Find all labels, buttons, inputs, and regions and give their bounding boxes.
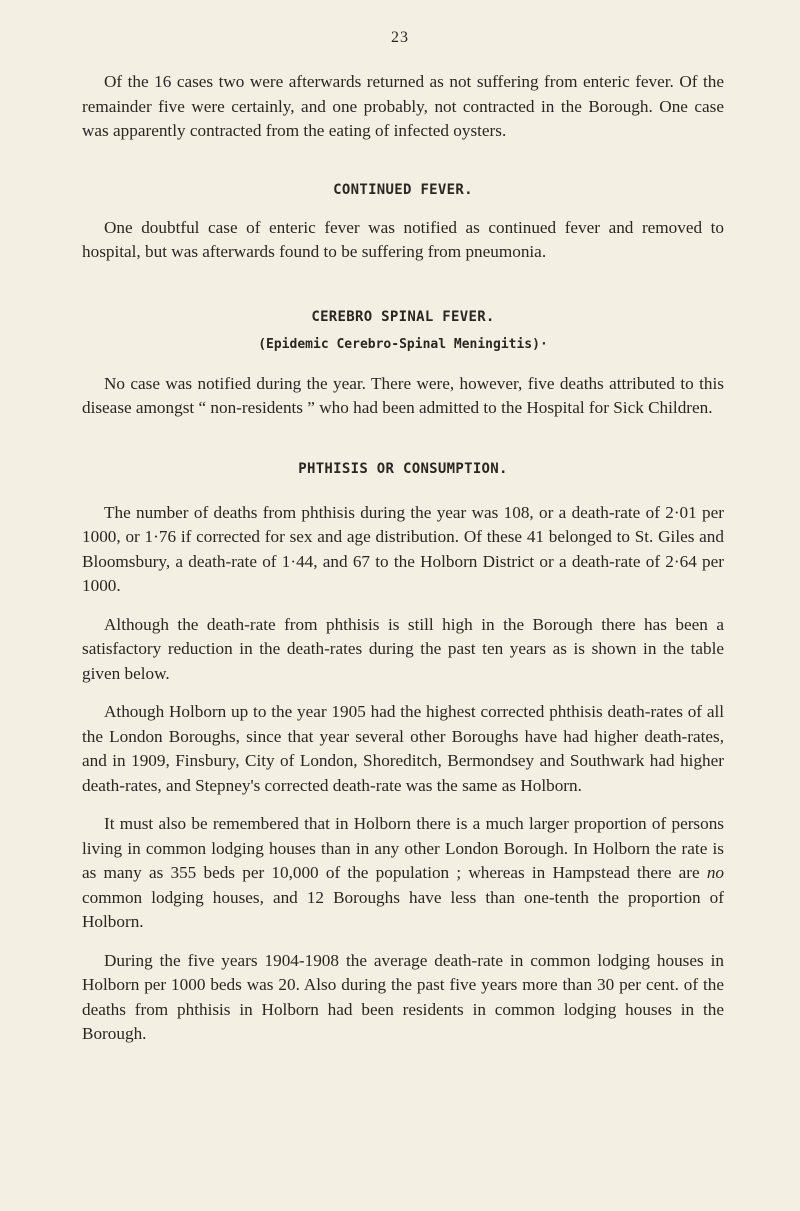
continued-fever-heading: CONTINUED FEVER.	[333, 181, 473, 198]
phthisis-paragraph-4-part-2: common lodging houses, and 12 Boroughs have less than one-tenth the proportion of Holborn.	[82, 887, 724, 931]
phthisis-paragraph-4	[82, 812, 724, 935]
cerebro-spinal-subheading: (Epidemic Cerebro-Spinal Meningitis)·	[258, 336, 548, 352]
phthisis-paragraph-5: During the five years 1904-1908 the average death-rate in common lodging houses in Holborn per 1000 beds was 20. Also during the past five years more than 30 per cent. of the deaths from phthisis in Holborn had been residents in common lodging houses in the Borough.	[82, 950, 724, 1043]
page-content	[82, 70, 724, 1047]
phthisis-heading: PHTHISIS OR CONSUMPTION.	[298, 460, 508, 477]
cerebro-spinal-paragraph: No case was notified during the year. There were, however, five deaths attributed to this disease amongst “ non-residents ” who had been admitted to the Hospital for Sick Children.	[82, 373, 724, 417]
phthisis-paragraph-3: Athough Holborn up to the year 1905 had the highest corrected phthisis death-rates of all the London Boroughs, since that year several other Boroughs have had higher death-rates, and in 1909, Finsbury, City of London, Shoreditch, Bermondsey and Southwark had higher death-rates, and Stepney's corrected death-rate was the same as Holborn.	[82, 702, 724, 795]
continued-fever-paragraph: One doubtful case of enteric fever was notified as continued fever and removed to hospital, but was afterwards found to be suffering from pneumonia.	[82, 217, 724, 261]
intro-paragraph: Of the 16 cases two were afterwards returned as not suffering from enteric fever. Of the remainder five were certainly, and one probably, not contracted in the Borough. One case was apparently contracted from the eating of infected oysters.	[82, 72, 724, 140]
page-number: 23	[391, 29, 409, 46]
phthisis-paragraph-2: Although the death-rate from phthisis is still high in the Borough there has been a satisfactory reduction in the death-rates during the past ten years as is shown in the table given below.	[82, 614, 724, 683]
cerebro-spinal-heading: CEREBRO SPINAL FEVER.	[311, 308, 495, 325]
phthisis-paragraph-1: The number of deaths from phthisis during the year was 108, or a death-rate of 2·01 per 1000, or 1·76 if corrected for sex and age distribution. Of these 41 belonged to St. Giles and Bloomsbury, a death-rate of 1·44, and 67 to the Holborn District or a death-rate of 2·64 per 1000.	[82, 502, 724, 595]
phthisis-paragraph-4-emphasis: no	[706, 863, 724, 882]
phthisis-paragraph-4-part-1: It must also be remembered that in Holborn there is a much larger proportion of persons living in common lodging houses than in any other London Borough. In Holborn the rate is as many as 355 beds per 10,000 of the population ; whereas in Hampstead there are	[82, 814, 724, 882]
